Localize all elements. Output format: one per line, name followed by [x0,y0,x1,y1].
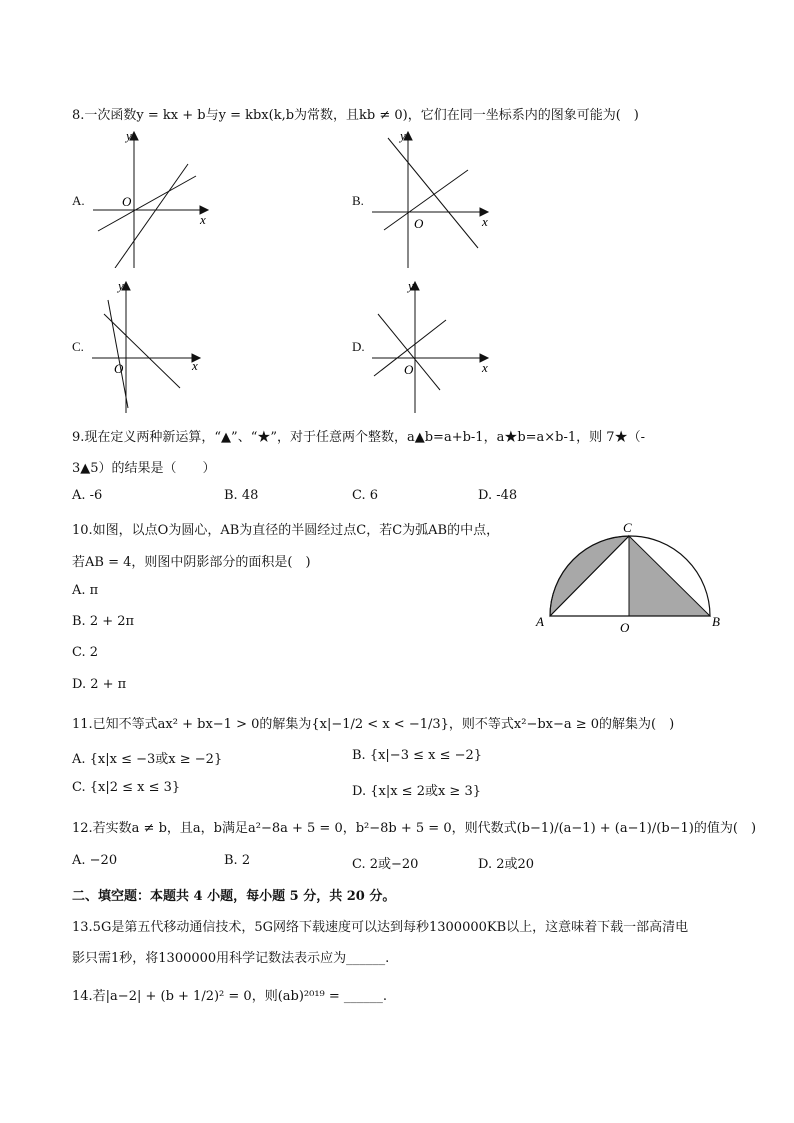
q8-graph-c [88,278,218,418]
q10-option-d: D. 2 + π [72,677,127,692]
point-a-label: A [536,614,544,629]
q10-option-b: B. 2 + 2π [72,614,135,629]
axis-y-label: y [126,128,132,143]
q11-option-a: A. {x|x ≤ −3或x ≥ −2} [72,752,223,767]
q10-stem-line1: 10.如图，以点O为圆心，AB为直径的半圆经过点C，若C为弧AB的中点， [72,523,500,538]
q11-stem: 11.已知不等式ax² + bx−1 > 0的解集为{x|−1/2 < x < −1/3}，则不等式x²−bx−a ≥ 0的解集为( ) [72,717,675,732]
q8-option-a-label: A. [72,193,85,208]
point-b-label: B [712,614,720,629]
q9-stem-line1: 9.现在定义两种新运算，“▲”、“★”，对于任意两个整数，a▲b=a+b-1，a★b=a×b-1，则 7★（- [72,430,645,445]
svg-text:x: x [482,360,488,375]
q9-option-a: A. -6 [72,488,103,503]
q10-option-a: A. π [72,583,99,598]
q8-option-b-label: B. [352,193,364,208]
line-2 [115,164,188,268]
q11-option-b: B. {x|−3 ≤ x ≤ −2} [352,748,483,763]
svg-text:y: y [408,278,414,293]
shaded-triangle [629,536,710,616]
svg-text:y: y [118,278,124,293]
q12-option-c: C. 2或−20 [352,857,419,872]
q12-option-d: D. 2或20 [478,857,535,872]
q8-graph-a [88,128,218,268]
q13-stem-line1: 13.5G是第五代移动通信技术，5G网络下载速度可以达到每秒1300000KB以上，这意味着下载一部高清电 [72,920,689,935]
q14-stem: 14.若|a−2| + (b + 1/2)² = 0，则(ab)²⁰¹⁹ = ______. [72,989,388,1004]
svg-text:x: x [192,358,198,373]
svg-text:O: O [114,361,124,376]
section2-title: 二、填空题：本题共 4 小题，每小题 5 分，共 20 分。 [72,889,396,904]
q8-option-c-label: C. [72,339,84,354]
point-o-label: O [620,620,630,635]
origin-label: O [122,194,132,209]
q9-option-d: D. -48 [478,488,518,503]
q8-stem: 8.一次函数y = kx + b与y = kbx(k,b为常数，且kb ≠ 0)，它们在同一坐标系内的图象可能为( ) [72,108,639,123]
q10-semicircle-figure [532,518,732,638]
point-c-label: C [623,520,632,535]
svg-text:y: y [400,128,406,143]
q10-option-c: C. 2 [72,645,99,660]
q9-option-b: B. 48 [224,488,259,503]
q12-option-b: B. 2 [224,853,251,868]
q12-stem: 12.若实数a ≠ b，且a，b满足a²−8a + 5 = 0，b²−8b + 5 = 0，则代数式(b−1)/(a−1) + (a−1)/(b−1)的值为( ) [72,821,757,836]
q9-option-c: C. 6 [352,488,379,503]
svg-text:O: O [414,216,424,231]
svg-text:x: x [482,214,488,229]
q11-option-d: D. {x|x ≤ 2或x ≥ 3} [352,784,481,799]
q11-option-c: C. {x|2 ≤ x ≤ 3} [72,780,181,795]
q10-stem-line2: 若AB = 4，则图中阴影部分的面积是( ) [72,555,311,570]
q8-graph-b [368,128,498,268]
axis-x-label: x [200,212,206,227]
q12-option-a: A. −20 [72,853,118,868]
q8-option-d-label: D. [352,339,365,354]
q13-stem-line2: 影只需1秒，将1300000用科学记数法表示应为______. [72,951,390,966]
svg-text:O: O [404,362,414,377]
q9-stem-line2: 3▲5）的结果是（ ） [72,461,216,476]
q8-graph-d [368,278,498,418]
